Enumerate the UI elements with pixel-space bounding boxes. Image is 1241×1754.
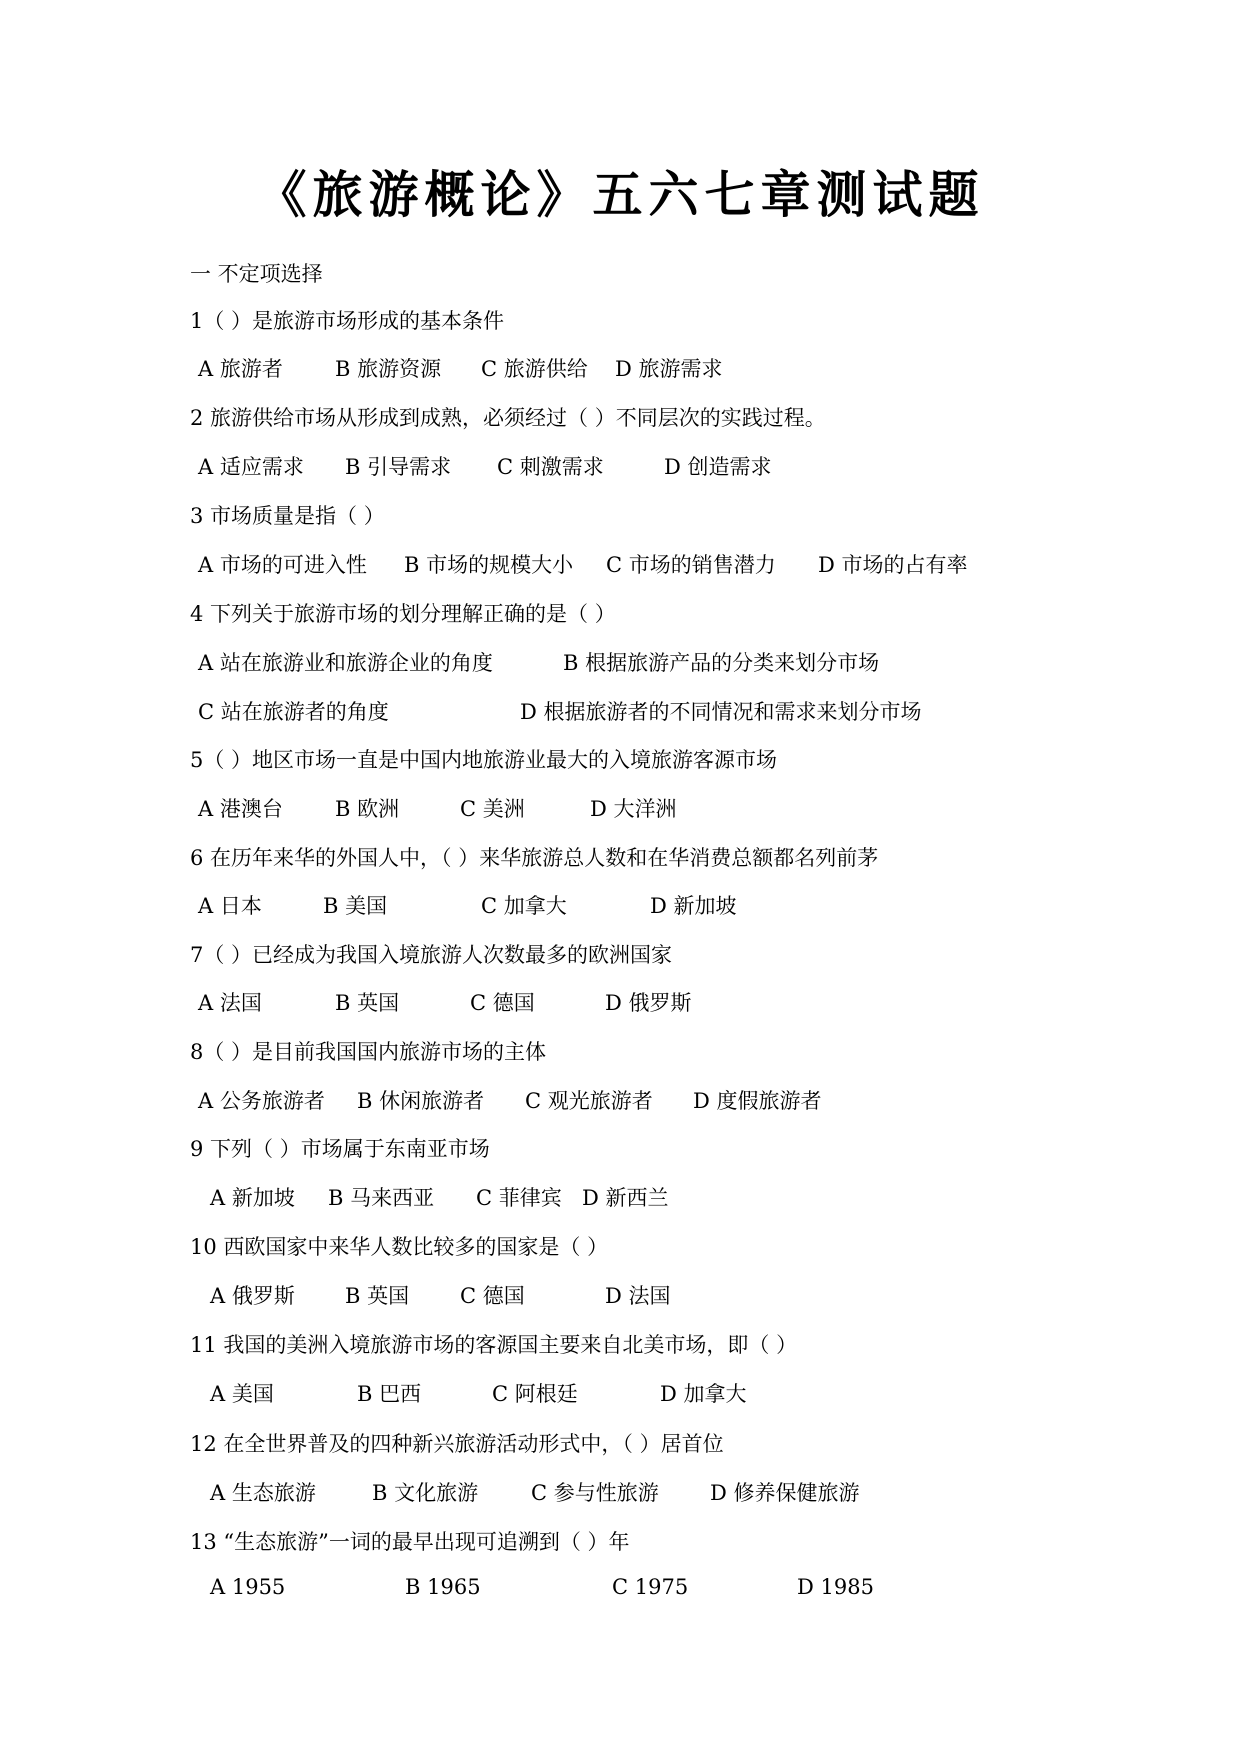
option-a: A 日本 [198, 894, 262, 918]
option-c: C 旅游供给 [481, 357, 588, 381]
option-c: C 德国 [460, 1284, 525, 1308]
question-5: 5（ ）地区市场一直是中国内地旅游业最大的入境旅游客源市场 [190, 748, 778, 772]
option-c: C 德国 [470, 991, 535, 1015]
option-a: A 港澳台 [198, 797, 283, 821]
option-d: D 修养保健旅游 [710, 1481, 860, 1505]
option-b: B 英国 [335, 991, 400, 1015]
option-a: A 新加坡 [210, 1186, 295, 1210]
question-1: 1（ ）是旅游市场形成的基本条件 [190, 309, 505, 333]
option-d: D 俄罗斯 [605, 991, 692, 1015]
section-heading: 一 不定项选择 [190, 262, 323, 286]
option-b: B 市场的规模大小 [404, 553, 574, 577]
option-c: C 参与性旅游 [531, 1481, 659, 1505]
question-12: 12 在全世界普及的四种新兴旅游活动形式中，（ ）居首位 [190, 1432, 724, 1456]
option-a: A 适应需求 [198, 455, 304, 479]
question-7: 7（ ）已经成为我国入境旅游人次数最多的欧洲国家 [190, 943, 673, 967]
option-d: D 新加坡 [650, 894, 737, 918]
question-4: 4 下列关于旅游市场的划分理解正确的是（ ） [190, 602, 616, 626]
option-c: C 观光旅游者 [525, 1089, 653, 1113]
option-a: A 俄罗斯 [210, 1284, 295, 1308]
option-a: A 美国 [210, 1382, 274, 1406]
option-b: B 根据旅游产品的分类来划分市场 [563, 651, 880, 675]
option-a: A 法国 [198, 991, 262, 1015]
option-b: B 英国 [345, 1284, 410, 1308]
option-a: A 生态旅游 [210, 1481, 316, 1505]
option-d: D 度假旅游者 [693, 1089, 822, 1113]
option-c: C 1975 [612, 1575, 689, 1599]
question-2: 2 旅游供给市场从形成到成熟，必须经过（ ）不同层次的实践过程。 [190, 406, 826, 430]
option-c: C 美洲 [460, 797, 525, 821]
question-8: 8（ ）是目前我国国内旅游市场的主体 [190, 1040, 547, 1064]
option-b: B 美国 [323, 894, 388, 918]
option-a: A 站在旅游业和旅游企业的角度 [198, 651, 493, 675]
option-b: B 旅游资源 [335, 357, 442, 381]
option-d: D 根据旅游者的不同情况和需求来划分市场 [520, 700, 922, 724]
option-c: C 加拿大 [481, 894, 567, 918]
option-d: D 市场的占有率 [818, 553, 968, 577]
option-d: D 加拿大 [660, 1382, 747, 1406]
option-b: B 引导需求 [345, 455, 452, 479]
option-d: D 创造需求 [664, 455, 772, 479]
question-9: 9 下列（ ）市场属于东南亚市场 [190, 1137, 490, 1161]
option-a: A 公务旅游者 [198, 1089, 325, 1113]
option-b: B 巴西 [357, 1382, 422, 1406]
option-b: B 欧洲 [335, 797, 400, 821]
option-c: C 站在旅游者的角度 [198, 700, 389, 724]
option-d: D 法国 [605, 1284, 671, 1308]
option-c: C 菲律宾 [476, 1186, 562, 1210]
option-d: D 大洋洲 [590, 797, 677, 821]
question-13: 13 “生态旅游”一词的最早出现可追溯到（ ）年 [190, 1530, 630, 1554]
question-10: 10 西欧国家中来华人数比较多的国家是（ ） [190, 1235, 609, 1259]
option-a: A 市场的可进入性 [198, 553, 367, 577]
option-d: D 1985 [797, 1575, 874, 1599]
question-11: 11 我国的美洲入境旅游市场的客源国主要来自北美市场，即（ ） [190, 1333, 798, 1357]
option-a: A 1955 [210, 1575, 286, 1599]
option-c: C 市场的销售潜力 [606, 553, 776, 577]
option-a: A 旅游者 [198, 357, 283, 381]
question-6: 6 在历年来华的外国人中，（ ）来华旅游总人数和在华消费总额都名列前茅 [190, 846, 879, 870]
option-b: B 文化旅游 [372, 1481, 479, 1505]
option-d: D 旅游需求 [615, 357, 723, 381]
option-b: B 马来西亚 [328, 1186, 435, 1210]
option-c: C 刺激需求 [497, 455, 604, 479]
option-d: D 新西兰 [582, 1186, 669, 1210]
question-3: 3 市场质量是指（ ） [190, 504, 385, 528]
option-b: B 休闲旅游者 [357, 1089, 485, 1113]
page-title: 《旅游概论》五六七章测试题 [256, 165, 985, 224]
option-b: B 1965 [405, 1575, 481, 1599]
option-c: C 阿根廷 [492, 1382, 578, 1406]
